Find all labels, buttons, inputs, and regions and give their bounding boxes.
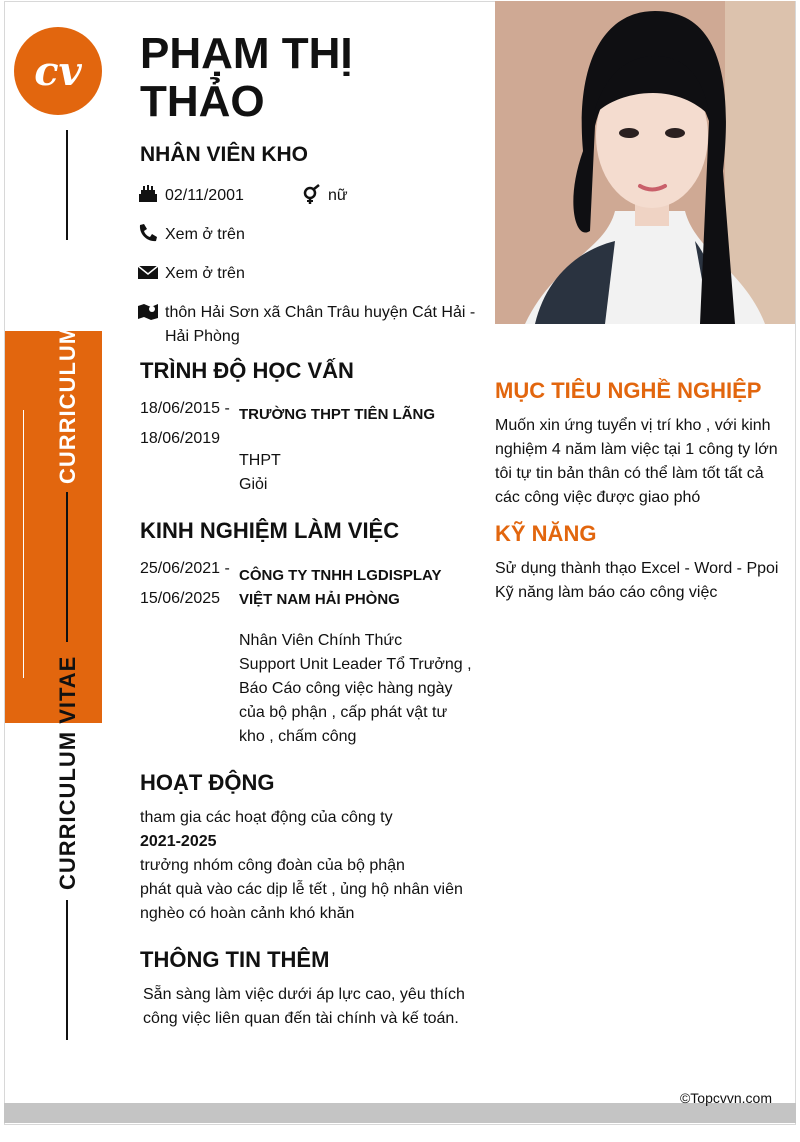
education-school: TRƯỜNG THPT TIÊN LÃNG [239, 406, 436, 423]
activities-period: 2021-2025 [140, 833, 217, 850]
experience-desc-4: của bộ phận , cấp phát vật tư [239, 704, 448, 721]
objective-line-2: nghiệm 4 năm làm việc tại 1 công ty lớn [495, 441, 778, 458]
experience-desc-3: Báo Cáo công việc hàng ngày [239, 680, 453, 697]
vertical-label-top: CURRICULUM VITAE [55, 249, 80, 485]
envelope-icon [137, 262, 159, 282]
activities-line-1: trưởng nhóm công đoàn của bộ phận [140, 857, 405, 874]
birthday-row [137, 184, 244, 208]
experience-desc-5: kho , chấm công [239, 728, 357, 745]
extra-line-2: công việc liên quan đến tài chính và kế toán. [143, 1010, 459, 1027]
address-value: thôn Hải Sơn xã Chân Trâu huyện Cát Hải - Hải Phòng [165, 304, 476, 345]
cv-logo [14, 27, 102, 115]
education-heading: TRÌNH ĐỘ HỌC VẤN [140, 358, 354, 383]
copyright-text[interactable]: ©Topcvvn.com [679, 1090, 772, 1106]
skills-heading: KỸ NĂNG [495, 521, 597, 546]
experience-company-line-1: CÔNG TY TNHH LGDISPLAY [239, 567, 442, 584]
name-line-1: PHẠM THỊ [140, 29, 353, 78]
address-row [137, 301, 477, 349]
vertical-label-bottom: CURRICULUM VITAE [55, 655, 80, 891]
email-row [137, 262, 245, 286]
sidebar-line-bottom [66, 900, 68, 1040]
sidebar-line-top [66, 130, 68, 240]
extra-line-1: Sẵn sàng làm việc dưới áp lực cao, yêu thích [143, 986, 465, 1003]
candidate-name [140, 30, 480, 126]
phone-value: Xem ở trên [165, 226, 245, 243]
objective-heading: MỤC TIÊU NGHỀ NGHIỆP [495, 378, 762, 403]
phone-icon [137, 223, 159, 243]
footer-bar [4, 1103, 796, 1123]
phone-row [137, 223, 245, 247]
birthday-cake-icon [137, 184, 159, 204]
activities-org: tham gia các hoạt động của công ty [140, 809, 393, 826]
job-title: NHÂN VIÊN KHO [140, 143, 309, 166]
experience-date-end: 15/06/2025 [140, 590, 221, 607]
education-grade: Giỏi [239, 476, 268, 493]
activities-line-2: phát quà vào các dịp lễ tết , ủng hộ nhân viên [140, 881, 463, 898]
skills-line-1: Sử dụng thành thạo Excel - Word - Ppoi [495, 560, 779, 577]
skills-line-2: Kỹ năng làm báo cáo công việc [495, 584, 718, 601]
experience-company-line-2: VIỆT NAM HẢI PHÒNG [239, 591, 400, 608]
sidebar-line-white [23, 410, 24, 678]
experience-desc-1: Nhân Viên Chính Thức [239, 632, 403, 649]
extra-heading: THÔNG TIN THÊM [140, 947, 330, 972]
email-value: Xem ở trên [165, 265, 245, 282]
birthday-value: 02/11/2001 [165, 187, 244, 204]
education-date-end: 18/06/2019 [140, 430, 221, 447]
portrait-illustration [495, 1, 795, 324]
gender-icon [300, 184, 322, 204]
objective-line-4: các công việc được giao phó [495, 489, 701, 506]
cv-logo-text: cv [34, 47, 82, 95]
map-icon [137, 301, 159, 321]
profile-photo [495, 1, 795, 324]
objective-line-1: Muốn xin ứng tuyển vị trí kho , với kinh [495, 417, 771, 434]
name-line-2: THẢO [140, 77, 265, 126]
gender-value: nữ [328, 187, 348, 204]
objective-line-3: tôi tự tin bản thân có thể làm tốt tất cả [495, 465, 764, 482]
experience-date-start: 25/06/2021 - [140, 560, 230, 577]
sidebar-line-middle [66, 492, 68, 642]
activities-heading: HOẠT ĐỘNG [140, 770, 275, 795]
experience-desc-2: Support Unit Leader Tổ Trưởng , [239, 656, 472, 673]
experience-heading: KINH NGHIỆM LÀM VIỆC [140, 518, 400, 543]
gender-row [300, 184, 348, 208]
education-date-start: 18/06/2015 - [140, 400, 230, 417]
education-level: THPT [239, 452, 281, 469]
activities-line-3: nghèo có hoàn cảnh khó khăn [140, 905, 355, 922]
